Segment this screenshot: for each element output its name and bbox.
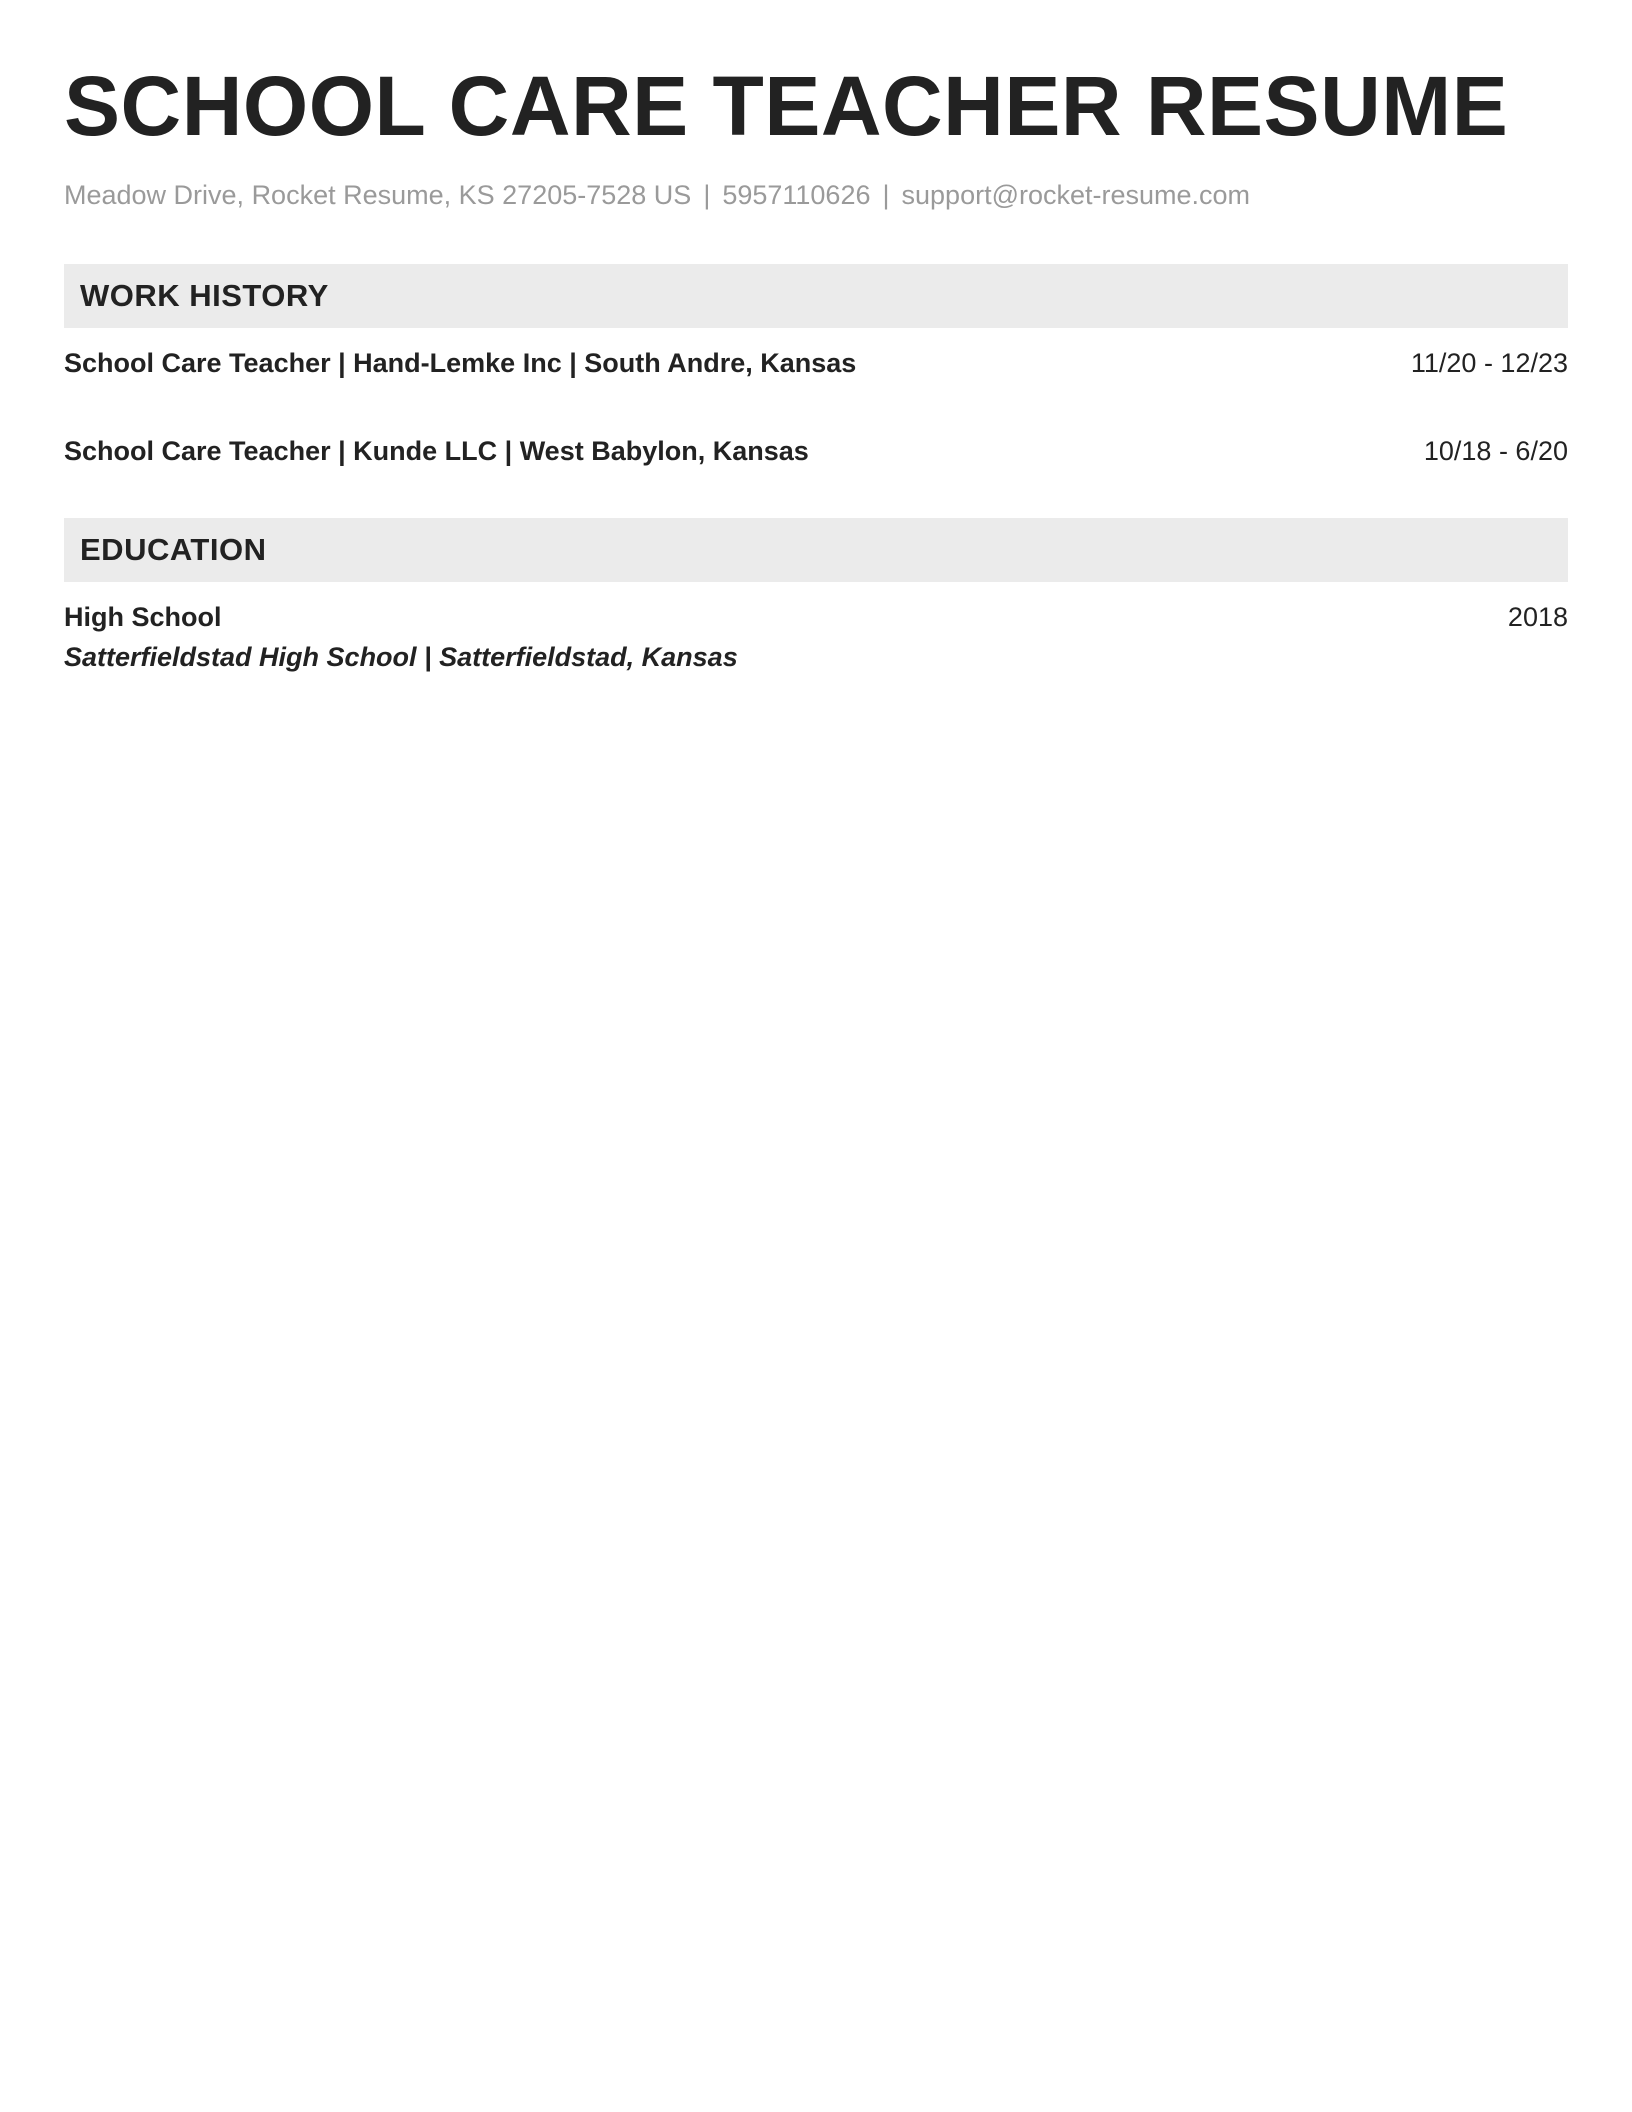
- education-entry: [64, 600, 1568, 634]
- job-entry: [64, 434, 1568, 468]
- education-degree: High School: [64, 602, 222, 632]
- education-year: 2018: [1507, 602, 1568, 632]
- contact-phone: 5957110626: [722, 180, 871, 210]
- job-entry: [64, 346, 1568, 380]
- contact-separator: |: [882, 180, 890, 210]
- contact-line: [64, 178, 1568, 212]
- contact-address: Meadow Drive, Rocket Resume, KS 27205-7528 US: [64, 180, 692, 210]
- job-title: School Care Teacher | Kunde LLC | West Babylon, Kansas: [64, 436, 809, 466]
- job-dates: 10/18 - 6/20: [1423, 436, 1568, 466]
- contact-separator: |: [703, 180, 711, 210]
- section-heading-education: EDUCATION: [64, 518, 1568, 582]
- section-heading-work-history: WORK HISTORY: [64, 264, 1568, 328]
- job-title: School Care Teacher | Hand-Lemke Inc | South Andre, Kansas: [64, 348, 857, 378]
- job-dates: 11/20 - 12/23: [1410, 348, 1568, 378]
- education-school: Satterfieldstad High School | Satterfieldstad, Kansas: [64, 642, 738, 672]
- contact-email: support@rocket-resume.com: [901, 180, 1251, 210]
- resume-title: SCHOOL CARE TEACHER RESUME: [64, 59, 1509, 153]
